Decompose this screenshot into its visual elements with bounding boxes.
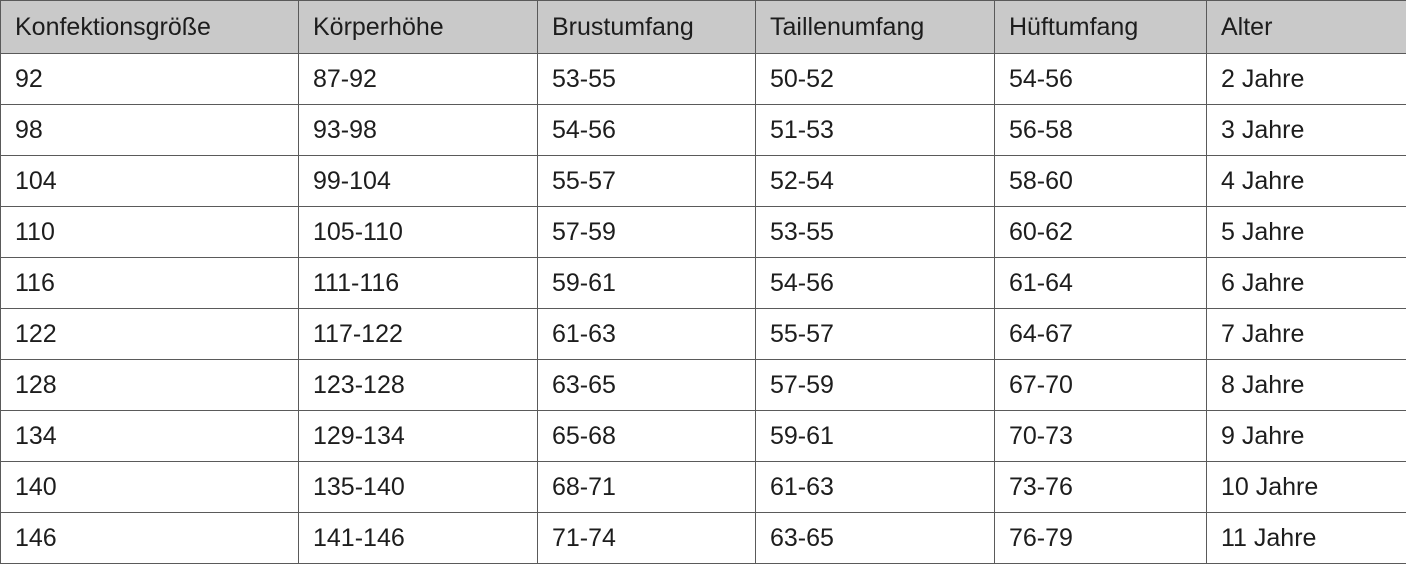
table-row	[1, 207, 1406, 258]
cell-koerperhoehe: 117-122	[299, 309, 538, 360]
cell-koerperhoehe: 93-98	[299, 105, 538, 156]
cell-alter: 5 Jahre	[1207, 207, 1406, 258]
cell-hueftumfang: 73-76	[995, 462, 1207, 513]
cell-koerperhoehe: 99-104	[299, 156, 538, 207]
table-row	[1, 411, 1406, 462]
cell-koerperhoehe: 87-92	[299, 54, 538, 105]
cell-konfektionsgroesse: 92	[1, 54, 299, 105]
cell-brustumfang: 59-61	[538, 258, 756, 309]
cell-brustumfang: 54-56	[538, 105, 756, 156]
cell-alter: 11 Jahre	[1207, 513, 1406, 564]
cell-konfektionsgroesse: 122	[1, 309, 299, 360]
cell-taillenumfang: 51-53	[756, 105, 995, 156]
cell-taillenumfang: 57-59	[756, 360, 995, 411]
cell-hueftumfang: 56-58	[995, 105, 1207, 156]
cell-koerperhoehe: 105-110	[299, 207, 538, 258]
table-body	[1, 54, 1406, 564]
cell-konfektionsgroesse: 116	[1, 258, 299, 309]
cell-brustumfang: 63-65	[538, 360, 756, 411]
column-header-taillenumfang: Taillenumfang	[756, 1, 995, 54]
column-header-brustumfang: Brustumfang	[538, 1, 756, 54]
table-row	[1, 360, 1406, 411]
cell-koerperhoehe: 135-140	[299, 462, 538, 513]
table-row	[1, 462, 1406, 513]
cell-taillenumfang: 55-57	[756, 309, 995, 360]
column-header-konfektionsgroesse: Konfektionsgröße	[1, 1, 299, 54]
cell-brustumfang: 61-63	[538, 309, 756, 360]
cell-brustumfang: 53-55	[538, 54, 756, 105]
column-header-alter: Alter	[1207, 1, 1406, 54]
cell-hueftumfang: 58-60	[995, 156, 1207, 207]
cell-taillenumfang: 53-55	[756, 207, 995, 258]
cell-hueftumfang: 61-64	[995, 258, 1207, 309]
cell-konfektionsgroesse: 98	[1, 105, 299, 156]
cell-hueftumfang: 76-79	[995, 513, 1207, 564]
cell-taillenumfang: 54-56	[756, 258, 995, 309]
table-header	[1, 1, 1406, 54]
table-row	[1, 309, 1406, 360]
cell-brustumfang: 55-57	[538, 156, 756, 207]
cell-taillenumfang: 50-52	[756, 54, 995, 105]
cell-taillenumfang: 61-63	[756, 462, 995, 513]
cell-konfektionsgroesse: 128	[1, 360, 299, 411]
cell-hueftumfang: 64-67	[995, 309, 1207, 360]
cell-konfektionsgroesse: 140	[1, 462, 299, 513]
table-row	[1, 156, 1406, 207]
cell-alter: 2 Jahre	[1207, 54, 1406, 105]
cell-konfektionsgroesse: 110	[1, 207, 299, 258]
cell-taillenumfang: 59-61	[756, 411, 995, 462]
table-row	[1, 105, 1406, 156]
table-row	[1, 513, 1406, 564]
table-row	[1, 54, 1406, 105]
cell-koerperhoehe: 111-116	[299, 258, 538, 309]
cell-brustumfang: 65-68	[538, 411, 756, 462]
cell-brustumfang: 68-71	[538, 462, 756, 513]
cell-taillenumfang: 52-54	[756, 156, 995, 207]
cell-alter: 7 Jahre	[1207, 309, 1406, 360]
table-row	[1, 258, 1406, 309]
cell-alter: 3 Jahre	[1207, 105, 1406, 156]
cell-taillenumfang: 63-65	[756, 513, 995, 564]
cell-hueftumfang: 54-56	[995, 54, 1207, 105]
column-header-koerperhoehe: Körperhöhe	[299, 1, 538, 54]
cell-alter: 8 Jahre	[1207, 360, 1406, 411]
cell-alter: 10 Jahre	[1207, 462, 1406, 513]
cell-konfektionsgroesse: 146	[1, 513, 299, 564]
cell-alter: 6 Jahre	[1207, 258, 1406, 309]
cell-alter: 9 Jahre	[1207, 411, 1406, 462]
cell-brustumfang: 71-74	[538, 513, 756, 564]
cell-alter: 4 Jahre	[1207, 156, 1406, 207]
cell-hueftumfang: 70-73	[995, 411, 1207, 462]
cell-hueftumfang: 67-70	[995, 360, 1207, 411]
cell-koerperhoehe: 129-134	[299, 411, 538, 462]
cell-hueftumfang: 60-62	[995, 207, 1207, 258]
table-header-row	[1, 1, 1406, 54]
cell-koerperhoehe: 123-128	[299, 360, 538, 411]
column-header-hueftumfang: Hüftumfang	[995, 1, 1207, 54]
cell-konfektionsgroesse: 104	[1, 156, 299, 207]
cell-brustumfang: 57-59	[538, 207, 756, 258]
cell-konfektionsgroesse: 134	[1, 411, 299, 462]
cell-koerperhoehe: 141-146	[299, 513, 538, 564]
